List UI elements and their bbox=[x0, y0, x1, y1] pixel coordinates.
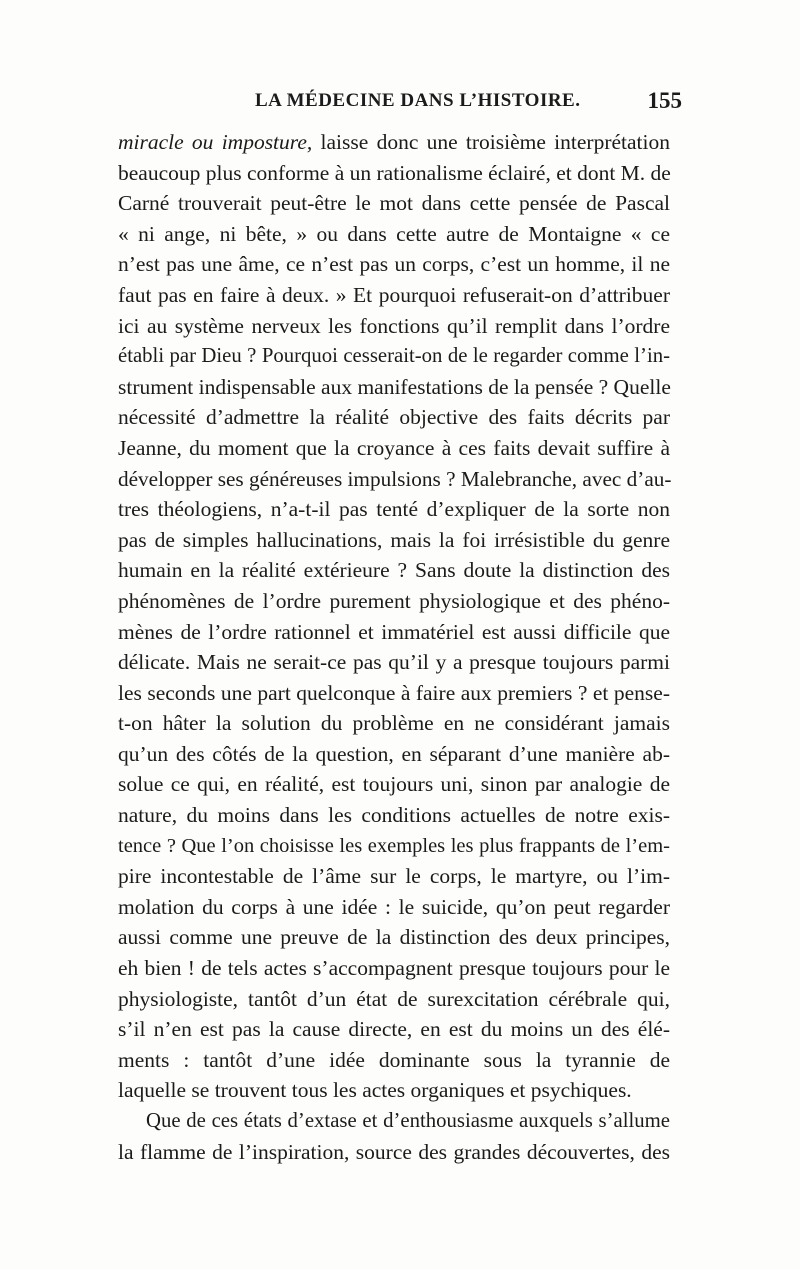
text-line: mènes de l’ordre rationnel et immatériel est aussi difficile que bbox=[118, 619, 670, 644]
running-title: LA MÉDECINE DANS L’HISTOIRE. bbox=[255, 90, 581, 111]
text-line: nature, du moins dans les conditions actuelles de notre exis- bbox=[118, 803, 670, 828]
text-line: n’est pas une âme, ce n’est pas un corps, c’est un homme, il ne bbox=[118, 252, 670, 277]
text-line: eh bien ! de tels actes s’accompagnent presque toujours pour le bbox=[118, 956, 670, 981]
text-line: nécessité d’admettre la réalité objective des faits décrits par bbox=[118, 405, 670, 430]
body-text bbox=[118, 127, 670, 1167]
text-line: faut pas en faire à deux. » Et pourquoi refuserait-on d’attribuer bbox=[118, 282, 670, 307]
running-head bbox=[118, 90, 684, 120]
text-line: s’il n’en est pas la cause directe, en est du moins un des élé- bbox=[118, 1017, 670, 1042]
text-line: tence ? Que l’on choisisse les exemples les plus frappants de l’em- bbox=[118, 834, 670, 857]
page-number: 155 bbox=[647, 88, 682, 113]
text-line: pire incontestable de l’âme sur le corps, le martyre, ou l’im- bbox=[118, 864, 670, 889]
text-line: t-on hâter la solution du problème en ne considérant jamais bbox=[118, 711, 670, 736]
text-line: ici au système nerveux les fonctions qu’il remplit dans l’ordre bbox=[118, 313, 670, 338]
text-fragment: laisse donc une troisième interprétation bbox=[312, 130, 670, 154]
text-line: molation du corps à une idée : le suicide, qu’on peut regarder bbox=[118, 894, 670, 919]
text-line: humain en la réalité extérieure ? Sans doute la distinction des bbox=[118, 558, 670, 583]
text-line: développer ses généreuses impulsions ? Malebranche, avec d’au- bbox=[118, 466, 672, 491]
text-line: la flamme de l’inspiration, source des grandes découvertes, des bbox=[118, 1139, 670, 1164]
text-line: ments : tantôt d’une idée dominante sous la tyrannie de bbox=[118, 1047, 670, 1072]
text-line bbox=[118, 127, 670, 158]
text-line: Carné trouverait peut-être le mot dans cette pensée de Pascal bbox=[118, 191, 670, 216]
paragraph-start-line: Que de ces états d’extase et d’enthousiasme auxquels s’allume bbox=[146, 1110, 670, 1132]
text-line: délicate. Mais ne serait-ce pas qu’il y a presque toujours parmi bbox=[118, 650, 670, 675]
text-line: solue ce qui, en réalité, est toujours uni, sinon par analogie de bbox=[118, 772, 670, 797]
text-line: tres théologiens, n’a-t-il pas tenté d’expliquer de la sorte non bbox=[118, 497, 670, 522]
text-line: qu’un des côtés de la question, en séparant d’une manière ab- bbox=[118, 741, 670, 766]
text-line: Jeanne, du moment que la croyance à ces faits devait suffire à bbox=[118, 435, 670, 460]
text-line: « ni ange, ni bête, » ou dans cette autre de Montaigne « ce bbox=[118, 221, 670, 246]
text-line: pas de simples hallucinations, mais la foi irrésistible du genre bbox=[118, 527, 670, 552]
text-line: établi par Dieu ? Pourquoi cesserait-on de le regarder comme l’in- bbox=[118, 345, 670, 368]
text-line: les seconds une part quelconque à faire aux premiers ? et pense- bbox=[118, 680, 670, 705]
text-line: strument indispensable aux manifestations de la pensée ? Quelle bbox=[118, 374, 671, 399]
italic-phrase: miracle ou imposture, bbox=[118, 130, 313, 154]
text-line: phénomènes de l’ordre purement physiologique et des phéno- bbox=[118, 588, 670, 613]
text-line: aussi comme une preuve de la distinction des deux principes, bbox=[118, 925, 670, 950]
paragraph-end-line: laquelle se trouvent tous les actes organiques et psychiques. bbox=[118, 1078, 632, 1103]
text-line: physiologiste, tantôt d’un état de surexcitation cérébrale qui, bbox=[118, 986, 670, 1011]
text-line: beaucoup plus conforme à un rationalisme éclairé, et dont M. de bbox=[118, 160, 671, 185]
